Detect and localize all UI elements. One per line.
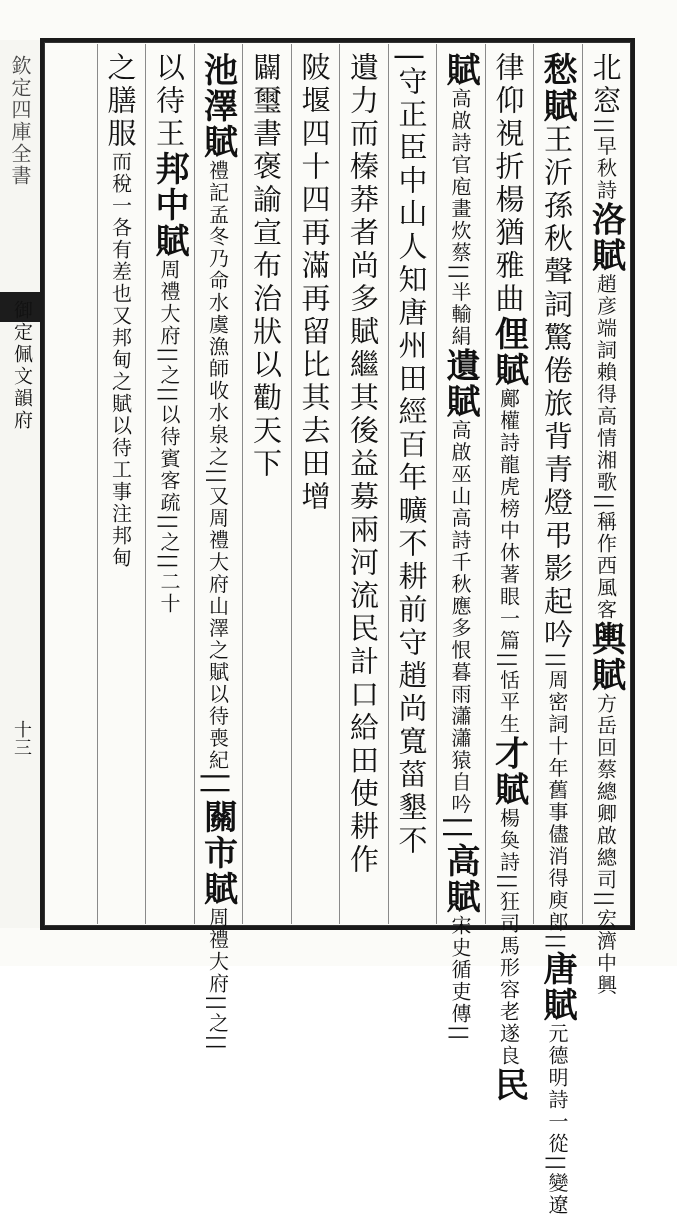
body-text: 遺力而榛莽者尚多賦繼其後益募兩河流民計口給田使耕作 (346, 52, 380, 877)
annotation-text: 周禮大府||之||以待賓客疏||之||二十 (157, 259, 181, 615)
text-column-4 (438, 52, 482, 1043)
annotation-text: ||早秋詩 (593, 118, 618, 202)
column-rule (145, 44, 146, 924)
body-text: 陂堰四十四再滿再留比其去田增 (297, 52, 332, 514)
text-column-7 (293, 52, 337, 924)
body-text: |守正臣中山人知唐州田經百年曠不耕前守趙尚寬菑墾不 (394, 52, 429, 858)
annotation-text: 鄺權詩龍虎榜中休著眼一篇||恬平生 (496, 388, 521, 736)
body-text: 王沂孫秋聲詞驚倦旅背青燈弔影起吟 (540, 124, 574, 652)
column-rule (291, 44, 292, 924)
annotation-text: ||周密詞十年舊事儘消得庾郎|| (545, 652, 569, 951)
edge-title: 欽定四庫全書 (8, 55, 32, 187)
annotation-text: 禮記孟冬乃命水虞漁師收水泉之||又周禮大府山澤之賦以待喪紀 (205, 160, 230, 772)
annotation-text: 楊奐詩||狂司馬形容老遂良 (496, 807, 521, 1067)
text-column-9 (196, 52, 240, 1052)
entry-heading: 池澤賦 (197, 52, 238, 160)
annotation-text: 周禮大府||之|| (205, 907, 230, 1052)
annotation-text: 方岳回蔡總卿啟總司||宏濟中興 (593, 692, 618, 997)
column-rule (436, 44, 437, 924)
leaf-number: 十三 (11, 720, 32, 756)
annotation-text: 趙彦端詞賴得高情湘歌||稱作西風客 (593, 273, 618, 621)
annotation-text: 高啟巫山高詩千秋應多恨暮雨瀟瀟猿自吟 (448, 419, 472, 816)
column-rule (388, 44, 389, 924)
entry-heading: 才賦 (488, 735, 529, 808)
entry-heading: 俚賦 (488, 316, 529, 388)
entry-heading: 遺賦 (440, 347, 480, 420)
body-text: 北窓 (588, 52, 623, 118)
entry-heading: 輿賦 (585, 620, 626, 693)
annotation-text: 元德明詩一從||變遼 (545, 1022, 569, 1216)
body-text: || (443, 815, 477, 844)
entry-heading: 賦 (440, 52, 480, 88)
annotation-text: 高啟詩官庖畫炊蔡||半輸絹 (448, 88, 472, 348)
text-column-3 (487, 52, 531, 1103)
text-column-5 (390, 52, 434, 924)
column-rule (533, 44, 534, 924)
column-rule (97, 44, 98, 924)
text-column-8 (244, 52, 288, 924)
body-text: 闢璽書褒諭宣布治狀以勸天下 (249, 52, 283, 481)
body-text: 以待王 (152, 52, 186, 151)
annotation-text: 而稅一各有差也又邦甸之賦以待工事注邦甸 (108, 151, 133, 569)
entry-heading: 洛賦 (585, 201, 626, 274)
text-column-1 (584, 52, 628, 997)
entry-heading: 邦中賦 (149, 151, 189, 259)
text-column-6 (341, 52, 385, 924)
body-text: || (200, 771, 235, 800)
body-text: 律仰視折楊猶雅曲 (491, 52, 526, 316)
entry-heading: 高賦 (440, 843, 480, 916)
entry-heading: 民 (488, 1066, 529, 1103)
entry-heading: 唐賦 (537, 950, 577, 1023)
column-rule (194, 44, 195, 924)
column-rule (582, 44, 583, 924)
text-column-11 (99, 52, 143, 924)
annotation-text: 宋史循吏傳|| (448, 915, 472, 1043)
column-rule (485, 44, 486, 924)
entry-heading: 愁賦 (537, 52, 577, 124)
column-rule (339, 44, 340, 924)
text-column-2 (535, 52, 579, 1216)
entry-heading: 關市賦 (197, 799, 238, 908)
body-text: 之膳服 (103, 52, 138, 151)
text-column-10 (147, 52, 191, 924)
book-title: 御定佩文韻府 (11, 300, 33, 432)
column-rule (242, 44, 243, 924)
